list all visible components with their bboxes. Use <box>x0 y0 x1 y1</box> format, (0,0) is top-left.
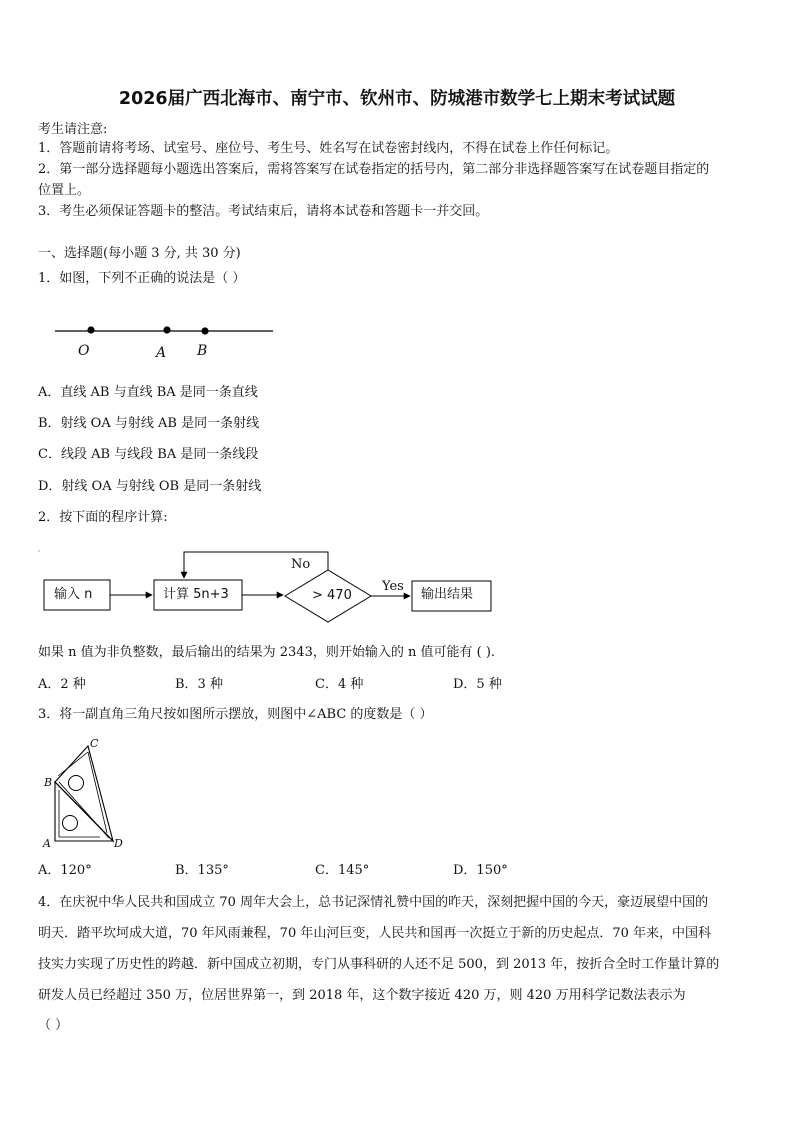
section-heading: 一、选择题(每小题 3 分, 共 30 分) <box>38 246 241 261</box>
q1-option-b: B．射线 OA 与射线 AB 是同一条射线 <box>38 416 260 431</box>
q2-option-d: D．5 种 <box>453 677 502 692</box>
q2-option-a: A．2 种 <box>38 677 86 692</box>
q1-label-a: A <box>156 345 167 361</box>
q2-option-c: C．4 种 <box>315 677 364 692</box>
q4-line: 技实力实现了历史性的跨越．新中国成立初期，专门从事科研的人还不足 500，到 2013 年，按折合全时工作量计算的 <box>38 957 720 972</box>
flow-yes-label: Yes <box>382 579 404 594</box>
q1-label-b: B <box>197 343 208 359</box>
flow-no-label: No <box>291 557 311 572</box>
q4-line: 研发人员已经超过 350 万，位居世界第一，到 2018 年，这个数字接近 420 万，则 420 万用科学记数法表示为 <box>38 988 686 1003</box>
q2-question: 如果 n 值为非负整数，最后输出的结果为 2343，则开始输入的 n 值可能有 ( ). <box>38 645 496 660</box>
q3-option-b: B．135° <box>175 863 229 878</box>
q2-stem: 2．按下面的程序计算: <box>38 510 168 525</box>
q4-line: 4．在庆祝中华人民共和国成立 70 周年大会上，总书记深情礼赞中国的昨天，深刻把握中国的今天，豪迈展望中国的 <box>38 895 709 910</box>
notice-item: 1．答题前请将考场、试室号、座位号、考生号、姓名写在试卷密封线内，不得在试卷上作任何标记。 <box>38 141 619 156</box>
page-title: 2026届广西北海市、南宁市、钦州市、防城港市数学七上期末考试试题 <box>118 89 676 109</box>
q3-circle-hole <box>69 776 84 791</box>
q4-line: 明天．踏平坎坷成大道，70 年风雨兼程，70 年山河巨变，人民共和国再一次挺立于新的历史起点．70 年来，中国科 <box>38 926 712 941</box>
q3-label-b: B <box>44 776 53 789</box>
q3-option-d: D．150° <box>453 863 508 878</box>
notice-item: 3．考生必须保证答题卡的整洁。考试结束后，请将本试卷和答题卡一并交回。 <box>38 204 489 219</box>
q3-option-a: A．120° <box>38 863 92 878</box>
flow-input-label: 输入 n <box>54 587 93 602</box>
svg-text:,: , <box>38 544 41 553</box>
q3-label-a: A <box>43 837 51 850</box>
notice-item: 2．第一部分选择题每小题选出答案后，需将答案写在试卷指定的括号内，第二部分非选择题答案写在试卷题目指定的 <box>38 162 710 177</box>
q4-answer-paren: （ ） <box>38 1018 69 1033</box>
notice-heading: 考生请注意: <box>38 122 108 137</box>
notice-item: 位置上。 <box>38 183 91 198</box>
q1-label-o: O <box>78 343 90 359</box>
q1-option-d: D．射线 OA 与射线 OB 是同一条射线 <box>38 479 262 494</box>
q2-option-b: B．3 种 <box>175 677 223 692</box>
flow-compute-label: 计算 5n+3 <box>163 587 229 602</box>
q1-stem: 1．如图，下列不正确的说法是（ ） <box>38 271 246 286</box>
q3-label-c: C <box>90 737 99 750</box>
q3-stem: 3．将一副直角三角尺按如图所示摆放，则图中∠ABC 的度数是（ ） <box>38 707 433 722</box>
q3-label-d: D <box>114 837 123 850</box>
q1-option-c: C．线段 AB 与线段 BA 是同一条线段 <box>38 447 259 462</box>
q1-option-a: A．直线 AB 与直线 BA 是同一条直线 <box>38 385 258 400</box>
flow-output-label: 输出结果 <box>421 587 474 602</box>
flow-decision-label: > 470 <box>312 588 352 603</box>
q3-circle-hole <box>63 816 78 831</box>
q3-option-c: C．145° <box>315 863 370 878</box>
